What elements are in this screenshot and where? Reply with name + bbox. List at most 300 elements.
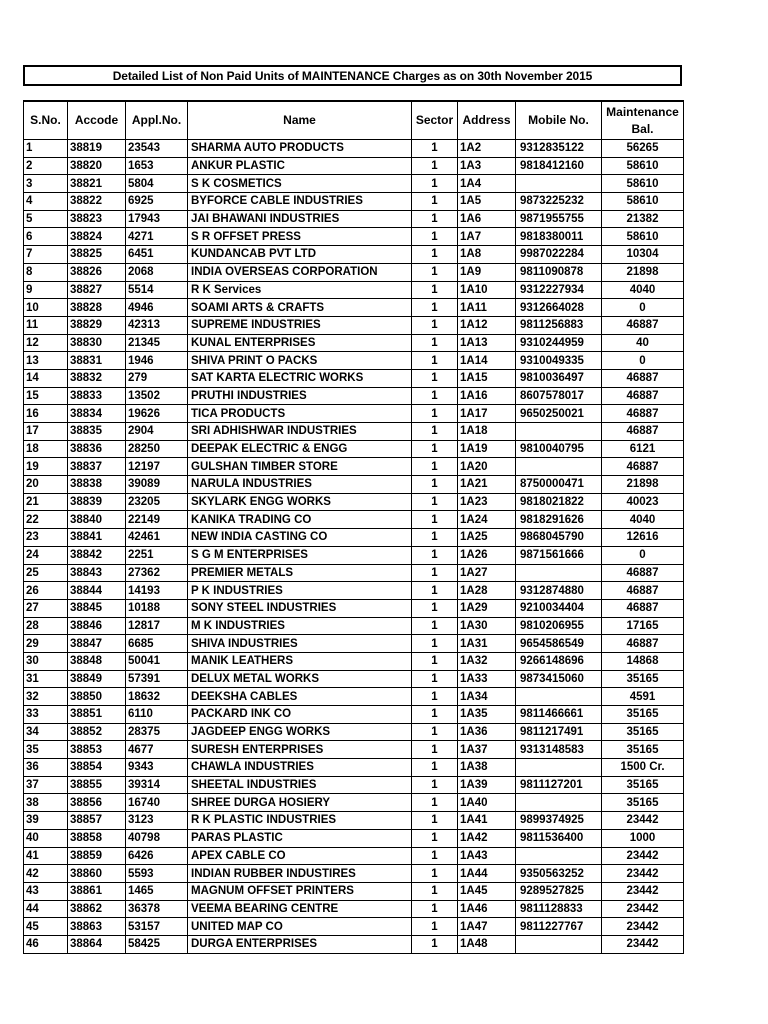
cell-applno: 27362 [126,564,188,582]
cell-accode: 38823 [68,210,126,228]
cell-sno: 21 [24,493,68,511]
cell-sector: 1 [412,476,458,494]
cell-balance: 12616 [602,529,684,547]
table-row [24,865,684,883]
cell-balance: 46887 [602,458,684,476]
table-row [24,157,684,175]
cell-sno: 15 [24,387,68,405]
cell-sno: 14 [24,369,68,387]
cell-mobile [516,564,602,582]
cell-sno: 7 [24,246,68,264]
cell-sector: 1 [412,652,458,670]
cell-applno: 58425 [126,935,188,953]
cell-balance: 46887 [602,582,684,600]
cell-address: 1A31 [458,635,516,653]
cell-name: UNITED MAP CO [188,918,412,936]
cell-mobile [516,794,602,812]
cell-accode: 38845 [68,599,126,617]
cell-sector: 1 [412,210,458,228]
cell-sector: 1 [412,157,458,175]
cell-address: 1A11 [458,299,516,317]
table-row [24,635,684,653]
cell-applno: 28375 [126,723,188,741]
table-row [24,882,684,900]
cell-name: KUNAL ENTERPRISES [188,334,412,352]
maintenance-charges-table [23,100,684,954]
cell-address: 1A21 [458,476,516,494]
cell-name: PARAS PLASTIC [188,829,412,847]
cell-address: 1A10 [458,281,516,299]
cell-name: APEX CABLE CO [188,847,412,865]
cell-sector: 1 [412,582,458,600]
cell-applno: 10188 [126,599,188,617]
cell-balance: 35165 [602,776,684,794]
cell-accode: 38822 [68,193,126,211]
cell-balance: 46887 [602,387,684,405]
cell-address: 1A34 [458,688,516,706]
cell-name: VEEMA BEARING CENTRE [188,900,412,918]
cell-mobile: 9899374925 [516,812,602,830]
cell-applno: 6685 [126,635,188,653]
cell-name: CHAWLA INDUSTRIES [188,759,412,777]
cell-balance: 23442 [602,847,684,865]
cell-address: 1A3 [458,157,516,175]
cell-balance: 58610 [602,157,684,175]
cell-balance: 23442 [602,812,684,830]
cell-balance: 46887 [602,405,684,423]
cell-sector: 1 [412,316,458,334]
cell-applno: 6925 [126,193,188,211]
cell-applno: 1465 [126,882,188,900]
cell-balance: 58610 [602,228,684,246]
table-row [24,812,684,830]
cell-sno: 12 [24,334,68,352]
cell-sno: 13 [24,352,68,370]
cell-applno: 50041 [126,652,188,670]
cell-mobile: 9810040795 [516,440,602,458]
cell-name: INDIA OVERSEAS CORPORATION [188,263,412,281]
cell-name: S G M ENTERPRISES [188,546,412,564]
table-row [24,935,684,953]
table-row [24,405,684,423]
cell-balance: 23442 [602,865,684,883]
cell-address: 1A12 [458,316,516,334]
cell-accode: 38819 [68,140,126,158]
table-row [24,688,684,706]
cell-accode: 38850 [68,688,126,706]
table-row [24,582,684,600]
cell-address: 1A15 [458,369,516,387]
table-row [24,564,684,582]
cell-name: NEW INDIA CASTING CO [188,529,412,547]
cell-sector: 1 [412,847,458,865]
cell-name: PREMIER METALS [188,564,412,582]
table-row [24,776,684,794]
cell-accode: 38856 [68,794,126,812]
cell-name: GULSHAN TIMBER STORE [188,458,412,476]
cell-applno: 4677 [126,741,188,759]
cell-accode: 38831 [68,352,126,370]
cell-mobile: 9266148696 [516,652,602,670]
cell-mobile: 9810206955 [516,617,602,635]
cell-sno: 44 [24,900,68,918]
cell-address: 1A18 [458,423,516,441]
cell-name: SHREE DURGA HOSIERY [188,794,412,812]
cell-balance: 58610 [602,175,684,193]
cell-address: 1A39 [458,776,516,794]
cell-mobile: 9312835122 [516,140,602,158]
cell-balance: 0 [602,299,684,317]
cell-sector: 1 [412,617,458,635]
cell-sno: 10 [24,299,68,317]
cell-sector: 1 [412,281,458,299]
header-applno: Appl.No. [126,101,188,140]
cell-accode: 38820 [68,157,126,175]
cell-accode: 38863 [68,918,126,936]
cell-accode: 38841 [68,529,126,547]
table-row [24,423,684,441]
cell-sno: 2 [24,157,68,175]
cell-sector: 1 [412,829,458,847]
cell-mobile: 9811227767 [516,918,602,936]
cell-balance: 23442 [602,882,684,900]
cell-accode: 38843 [68,564,126,582]
cell-sector: 1 [412,706,458,724]
cell-applno: 12197 [126,458,188,476]
cell-mobile: 9312874880 [516,582,602,600]
cell-accode: 38834 [68,405,126,423]
cell-balance: 35165 [602,794,684,812]
table-row [24,794,684,812]
cell-applno: 4946 [126,299,188,317]
cell-mobile: 9310049335 [516,352,602,370]
cell-mobile: 9210034404 [516,599,602,617]
cell-mobile: 9987022284 [516,246,602,264]
cell-balance: 23442 [602,918,684,936]
cell-applno: 1946 [126,352,188,370]
cell-mobile: 9313148583 [516,741,602,759]
cell-address: 1A25 [458,529,516,547]
table-row [24,140,684,158]
cell-mobile: 9873415060 [516,670,602,688]
cell-mobile: 8607578017 [516,387,602,405]
cell-name: JAGDEEP ENGG WORKS [188,723,412,741]
cell-accode: 38837 [68,458,126,476]
cell-name: SRI ADHISHWAR INDUSTRIES [188,423,412,441]
table-row [24,546,684,564]
cell-address: 1A13 [458,334,516,352]
table-row [24,334,684,352]
cell-applno: 42313 [126,316,188,334]
cell-sector: 1 [412,299,458,317]
cell-sno: 46 [24,935,68,953]
cell-accode: 38860 [68,865,126,883]
cell-balance: 23442 [602,900,684,918]
cell-balance: 35165 [602,670,684,688]
cell-mobile: 8750000471 [516,476,602,494]
cell-sno: 29 [24,635,68,653]
cell-mobile: 9818412160 [516,157,602,175]
cell-name: DELUX METAL WORKS [188,670,412,688]
cell-applno: 6426 [126,847,188,865]
table-row [24,670,684,688]
cell-balance: 35165 [602,723,684,741]
cell-sector: 1 [412,352,458,370]
cell-applno: 5514 [126,281,188,299]
cell-name: DURGA ENTERPRISES [188,935,412,953]
cell-name: S R OFFSET PRESS [188,228,412,246]
cell-sno: 20 [24,476,68,494]
cell-applno: 4271 [126,228,188,246]
cell-sno: 36 [24,759,68,777]
cell-mobile [516,423,602,441]
cell-sno: 6 [24,228,68,246]
cell-mobile [516,688,602,706]
cell-accode: 38861 [68,882,126,900]
cell-sector: 1 [412,193,458,211]
cell-accode: 38855 [68,776,126,794]
cell-sector: 1 [412,405,458,423]
cell-sector: 1 [412,794,458,812]
cell-mobile: 9868045790 [516,529,602,547]
cell-sector: 1 [412,458,458,476]
cell-sno: 28 [24,617,68,635]
cell-balance: 40 [602,334,684,352]
cell-name: SONY STEEL INDUSTRIES [188,599,412,617]
cell-mobile: 9289527825 [516,882,602,900]
cell-address: 1A17 [458,405,516,423]
cell-applno: 39314 [126,776,188,794]
cell-mobile: 9350563252 [516,865,602,883]
cell-balance: 46887 [602,564,684,582]
cell-applno: 23543 [126,140,188,158]
cell-address: 1A20 [458,458,516,476]
cell-mobile: 9811256883 [516,316,602,334]
cell-balance: 46887 [602,369,684,387]
cell-applno: 16740 [126,794,188,812]
cell-address: 1A40 [458,794,516,812]
cell-name: MAGNUM OFFSET PRINTERS [188,882,412,900]
cell-sector: 1 [412,759,458,777]
cell-name: NARULA INDUSTRIES [188,476,412,494]
cell-mobile [516,458,602,476]
cell-sno: 45 [24,918,68,936]
table-row [24,723,684,741]
cell-mobile: 9310244959 [516,334,602,352]
cell-accode: 38821 [68,175,126,193]
cell-applno: 36378 [126,900,188,918]
cell-sno: 31 [24,670,68,688]
cell-sector: 1 [412,334,458,352]
table-row [24,193,684,211]
cell-balance: 4591 [602,688,684,706]
cell-name: SKYLARK ENGG WORKS [188,493,412,511]
cell-sector: 1 [412,175,458,193]
cell-address: 1A28 [458,582,516,600]
cell-sno: 9 [24,281,68,299]
cell-applno: 13502 [126,387,188,405]
cell-address: 1A30 [458,617,516,635]
table-row [24,369,684,387]
cell-applno: 12817 [126,617,188,635]
cell-name: SHARMA AUTO PRODUCTS [188,140,412,158]
cell-applno: 5593 [126,865,188,883]
cell-sno: 22 [24,511,68,529]
cell-sector: 1 [412,246,458,264]
header-sno: S.No. [24,101,68,140]
cell-applno: 19626 [126,405,188,423]
table-row [24,458,684,476]
cell-name: KUNDANCAB PVT LTD [188,246,412,264]
cell-accode: 38857 [68,812,126,830]
table-row [24,263,684,281]
cell-mobile: 9810036497 [516,369,602,387]
document-title: Detailed List of Non Paid Units of MAINTENANCE Charges as on 30th November 2015 [23,65,682,86]
cell-mobile: 9811090878 [516,263,602,281]
cell-sector: 1 [412,688,458,706]
cell-name: R K PLASTIC INDUSTRIES [188,812,412,830]
cell-address: 1A35 [458,706,516,724]
cell-applno: 53157 [126,918,188,936]
cell-sno: 33 [24,706,68,724]
cell-balance: 46887 [602,635,684,653]
cell-address: 1A4 [458,175,516,193]
cell-accode: 38840 [68,511,126,529]
cell-applno: 40798 [126,829,188,847]
cell-address: 1A26 [458,546,516,564]
cell-address: 1A24 [458,511,516,529]
cell-sno: 32 [24,688,68,706]
cell-address: 1A27 [458,564,516,582]
cell-name: JAI BHAWANI INDUSTRIES [188,210,412,228]
cell-sno: 35 [24,741,68,759]
cell-address: 1A43 [458,847,516,865]
cell-address: 1A2 [458,140,516,158]
cell-accode: 38852 [68,723,126,741]
header-sector: Sector [412,101,458,140]
cell-name: ANKUR PLASTIC [188,157,412,175]
cell-sector: 1 [412,440,458,458]
cell-sno: 43 [24,882,68,900]
cell-name: INDIAN RUBBER INDUSTIRES [188,865,412,883]
cell-accode: 38827 [68,281,126,299]
cell-name: TICA PRODUCTS [188,405,412,423]
cell-mobile: 9811466661 [516,706,602,724]
cell-balance: 14868 [602,652,684,670]
cell-address: 1A5 [458,193,516,211]
cell-sector: 1 [412,900,458,918]
cell-applno: 28250 [126,440,188,458]
cell-sno: 3 [24,175,68,193]
cell-address: 1A19 [458,440,516,458]
header-name: Name [188,101,412,140]
cell-accode: 38859 [68,847,126,865]
cell-accode: 38849 [68,670,126,688]
cell-mobile: 9871561666 [516,546,602,564]
cell-mobile [516,847,602,865]
cell-sno: 19 [24,458,68,476]
cell-name: SAT KARTA ELECTRIC WORKS [188,369,412,387]
cell-applno: 57391 [126,670,188,688]
cell-mobile: 9312227934 [516,281,602,299]
header-maintenance-balance: Maintenance Bal. [602,101,684,140]
cell-accode: 38839 [68,493,126,511]
cell-name: M K INDUSTRIES [188,617,412,635]
cell-applno: 42461 [126,529,188,547]
table-row [24,599,684,617]
cell-sno: 17 [24,423,68,441]
cell-accode: 38864 [68,935,126,953]
cell-sector: 1 [412,670,458,688]
cell-sector: 1 [412,935,458,953]
cell-accode: 38853 [68,741,126,759]
cell-sno: 4 [24,193,68,211]
cell-sector: 1 [412,776,458,794]
cell-mobile: 9650250021 [516,405,602,423]
cell-mobile: 9818021822 [516,493,602,511]
cell-balance: 46887 [602,423,684,441]
cell-sno: 18 [24,440,68,458]
cell-address: 1A41 [458,812,516,830]
cell-address: 1A29 [458,599,516,617]
cell-balance: 35165 [602,706,684,724]
cell-balance: 23442 [602,935,684,953]
cell-address: 1A42 [458,829,516,847]
cell-address: 1A14 [458,352,516,370]
table-row [24,918,684,936]
cell-address: 1A16 [458,387,516,405]
cell-applno: 2068 [126,263,188,281]
cell-accode: 38826 [68,263,126,281]
cell-address: 1A33 [458,670,516,688]
cell-address: 1A37 [458,741,516,759]
cell-accode: 38844 [68,582,126,600]
cell-accode: 38862 [68,900,126,918]
table-row [24,511,684,529]
cell-sector: 1 [412,918,458,936]
cell-mobile [516,935,602,953]
cell-name: MANIK LEATHERS [188,652,412,670]
cell-mobile: 9312664028 [516,299,602,317]
cell-address: 1A44 [458,865,516,883]
cell-sno: 42 [24,865,68,883]
cell-name: BYFORCE CABLE INDUSTRIES [188,193,412,211]
cell-accode: 38846 [68,617,126,635]
cell-sno: 37 [24,776,68,794]
cell-sector: 1 [412,387,458,405]
cell-sno: 38 [24,794,68,812]
table-row [24,352,684,370]
cell-sno: 39 [24,812,68,830]
table-row [24,529,684,547]
cell-applno: 279 [126,369,188,387]
cell-applno: 22149 [126,511,188,529]
cell-balance: 21898 [602,476,684,494]
cell-applno: 9343 [126,759,188,777]
cell-address: 1A32 [458,652,516,670]
cell-sno: 23 [24,529,68,547]
cell-accode: 38858 [68,829,126,847]
cell-accode: 38830 [68,334,126,352]
cell-sno: 1 [24,140,68,158]
cell-balance: 4040 [602,281,684,299]
cell-sno: 27 [24,599,68,617]
table-row [24,299,684,317]
cell-address: 1A38 [458,759,516,777]
cell-address: 1A47 [458,918,516,936]
cell-address: 1A6 [458,210,516,228]
table-row [24,175,684,193]
